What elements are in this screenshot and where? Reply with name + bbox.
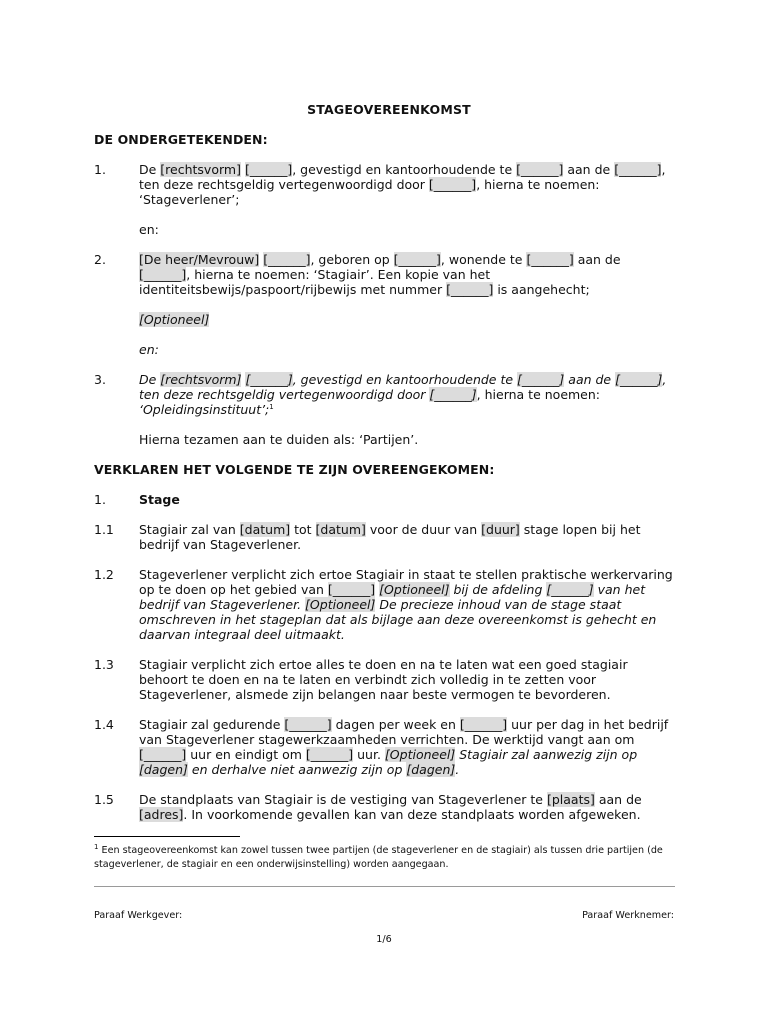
placeholder: [Optioneel] <box>384 747 456 762</box>
placeholder: [De heer/Mevrouw] <box>139 252 260 267</box>
clause-number: 1.4 <box>94 717 114 732</box>
text: , wonende te <box>440 252 527 267</box>
placeholder: [______] <box>244 162 293 177</box>
document-title: STAGEOVEREENKOMST <box>307 102 471 117</box>
clause-text: Stagiair verplicht zich ertoe alles te doen en na te laten wat een goed stagiair behoort te doen en na te laten en verbindt zich volledig in te zetten voor Stageverlener, alsmede zijn belangen naar beste vermogen te bevorderen. <box>139 657 628 702</box>
placeholder: [dagen] <box>406 762 456 777</box>
placeholder: [plaats] <box>546 792 595 807</box>
party-2 <box>94 252 684 297</box>
conjunction-en-1: en: <box>139 222 159 237</box>
clause-text <box>139 717 675 777</box>
placeholder: [Optioneel] <box>379 582 450 597</box>
text: ‘Opleidingsinstituut’; <box>139 402 270 417</box>
placeholder: [______] <box>446 282 494 297</box>
placeholder: [______] <box>459 717 508 732</box>
text: , gevestigd en kantoorhoudende te <box>292 162 517 177</box>
placeholder: [rechtsvorm] <box>160 162 241 177</box>
party-1-number: 1. <box>94 162 106 177</box>
text: en derhalve niet aanwezig zijn op <box>187 762 407 777</box>
text: Stageverlener verplicht zich ertoe Stagiair in staat te stellen praktische werkervaring op te doen op het gebied van <box>139 567 673 597</box>
party-2-text <box>139 252 675 297</box>
placeholder: [______] <box>428 177 477 192</box>
placeholder: [______] <box>526 252 574 267</box>
clause-1-5 <box>94 792 684 822</box>
text: Stagiair zal gedurende <box>139 717 285 732</box>
section-1-header <box>94 492 684 507</box>
placeholder: [rechtsvorm] <box>160 372 242 387</box>
text: uur. <box>353 747 385 762</box>
footnote <box>94 840 674 872</box>
placeholder: [adres] <box>139 807 184 822</box>
heading-agreement: VERKLAREN HET VOLGENDE TE ZIJN OVEREENGEKOMEN: <box>94 462 495 477</box>
text: Stagiair zal aanwezig zijn op <box>455 747 638 762</box>
clause-text <box>139 792 675 822</box>
clause-1-2 <box>94 567 684 642</box>
placeholder: [______] <box>393 252 441 267</box>
text: , gevestigd en kantoorhoudende te <box>292 372 518 387</box>
clause-1-1 <box>94 522 684 552</box>
section-1-title: Stage <box>139 492 180 507</box>
initials-employer: Paraaf Werkgever: <box>94 910 183 921</box>
text: is aangehecht; <box>493 282 590 297</box>
party-3 <box>94 372 684 417</box>
text: aan de <box>594 792 642 807</box>
party-2-number: 2. <box>94 252 106 267</box>
text: , geboren op <box>310 252 394 267</box>
placeholder: [______] <box>615 372 663 387</box>
placeholder: [______] <box>516 162 564 177</box>
placeholder: [______] <box>139 747 187 762</box>
placeholder: [______] <box>139 267 187 282</box>
text: . In voorkomende gevallen kan van deze standplaats worden afgeweken. <box>183 807 641 822</box>
placeholder: [datum] <box>315 522 366 537</box>
text: , hierna te <box>476 387 545 402</box>
document-body <box>94 102 684 837</box>
text: bij de afdeling <box>449 582 547 597</box>
text: noemen: <box>544 387 601 402</box>
page-number: 1/6 <box>376 934 392 945</box>
placeholder: [______] <box>284 717 332 732</box>
party-1-text <box>139 162 675 207</box>
text: , ten deze rechtsgeldig vertegenwoordigd door <box>139 372 667 402</box>
text: aan de <box>564 372 616 387</box>
placeholder: [______] <box>614 162 662 177</box>
party-1 <box>94 162 684 207</box>
parties-together: Hierna tezamen aan te duiden als: ‘Partijen’. <box>139 432 419 447</box>
placeholder: [duur] <box>481 522 520 537</box>
conjunction-en-2: en: <box>139 342 159 357</box>
text: uur per dag in het bedrijf van Stageverlener stagewerkzaamheden verrichten. De werktijd vangt aan om <box>139 717 669 747</box>
footnote-text: Een stageovereenkomst kan zowel tussen twee partijen (de stageverlener en de stagiair) als tussen drie partijen (de stageverlener, de stagiair en een onderwijsinstelling) worden aangegaan. <box>94 845 663 871</box>
heading-parties: DE ONDERGETEKENDEN: <box>94 132 268 147</box>
text: De <box>139 162 161 177</box>
placeholder: [Optioneel] <box>139 312 210 327</box>
placeholder: [______] <box>327 582 376 597</box>
text: , hierna te noemen: ‘Stagiair’. Een kopie van het identiteitsbewijs/paspoort/rijbewijs met nummer <box>139 267 491 297</box>
text: aan de <box>573 252 621 267</box>
placeholder: [______] <box>546 582 594 597</box>
placeholder: [______] <box>263 252 311 267</box>
clause-1-4 <box>94 717 684 777</box>
clause-number: 1.3 <box>94 657 114 672</box>
placeholder: [______] <box>245 372 293 387</box>
text: stage lopen bij het bedrijf van Stageverlener. <box>139 522 641 552</box>
initials-employee: Paraaf Werknemer: <box>582 910 674 921</box>
text: uur en eindigt om <box>186 747 306 762</box>
clause-number: 1.1 <box>94 522 114 537</box>
clause-number: 1.2 <box>94 567 114 582</box>
footnote-mark: 1 <box>94 843 99 851</box>
text: van het bedrijf van Stageverlener. <box>139 582 646 612</box>
text: dagen per week en <box>331 717 460 732</box>
footnote-divider <box>94 836 240 837</box>
text: , ten deze rechtsgeldig vertegenwoordigd door <box>139 162 666 192</box>
clause-number: 1.5 <box>94 792 114 807</box>
text: . <box>455 762 460 777</box>
placeholder: [______] <box>429 387 477 402</box>
text: , hierna te noemen: ‘Stageverlener’; <box>139 177 600 207</box>
placeholder: [datum] <box>239 522 291 537</box>
text: aan de <box>563 162 615 177</box>
optional-marker <box>139 312 684 327</box>
placeholder: [dagen] <box>139 762 188 777</box>
text: tot <box>290 522 316 537</box>
text: De precieze inhoud van de stage staat omschreven in het stageplan dat als bijlage aan deze overeenkomst is gehecht en daarvan integraal deel uitmaakt. <box>139 597 657 642</box>
section-1-number: 1. <box>94 492 106 507</box>
text: De standplaats van Stagiair is de vestiging van Stageverlener te <box>139 792 547 807</box>
placeholder: [______] <box>517 372 565 387</box>
placeholder: [______] <box>305 747 354 762</box>
footer-divider <box>94 886 675 887</box>
placeholder: [Optioneel] <box>305 597 376 612</box>
party-3-text <box>139 372 675 417</box>
clause-1-3 <box>94 657 684 702</box>
clause-text <box>139 567 675 642</box>
clause-text <box>139 522 675 552</box>
text: De <box>139 372 161 387</box>
text: Stagiair zal van <box>139 522 240 537</box>
text: voor de duur van <box>365 522 482 537</box>
party-3-number: 3. <box>94 372 106 387</box>
footnote-reference[interactable]: 1 <box>269 402 274 411</box>
